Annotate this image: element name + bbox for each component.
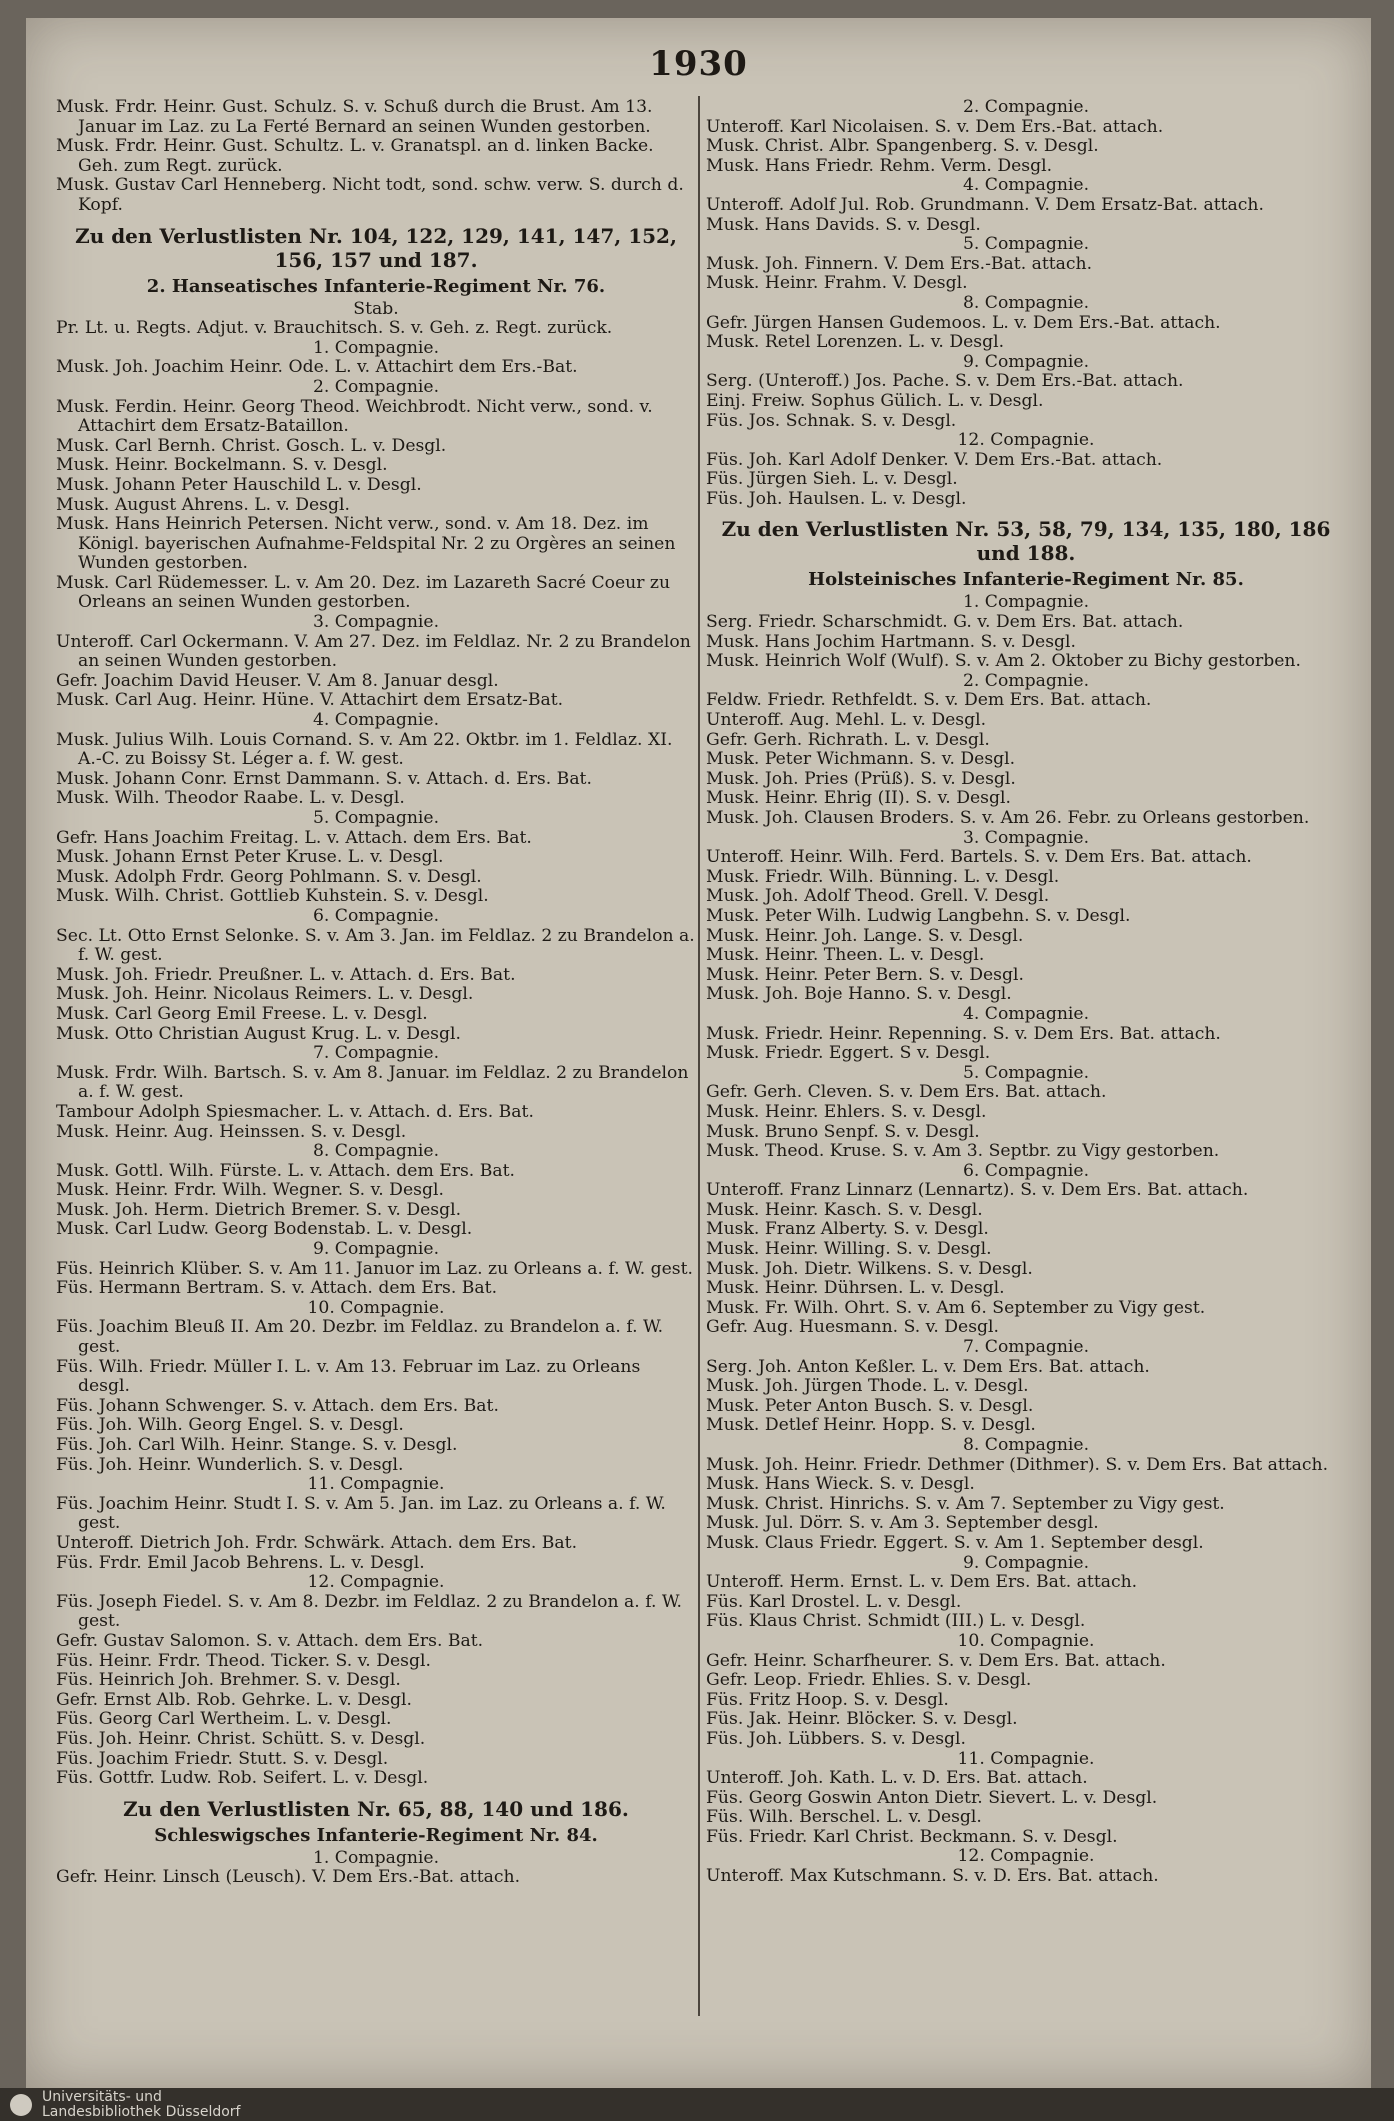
casualty-entry: Füs. Friedr. Karl Christ. Beckmann. S. v. Desgl. [706, 1826, 1118, 1847]
company-heading: 4. Compagnie. [312, 710, 440, 731]
casualty-entry: Musk. Carl Ludw. Georg Bodenstab. L. v. Desgl. [56, 1219, 473, 1240]
right-column [706, 98, 1346, 1887]
casualty-entry: Füs. Wilh. Friedr. Müller I. L. v. Am 13. Februar im Laz. zu Orleans desgl. [56, 1356, 641, 1397]
casualty-entry: Gefr. Joachim David Heuser. V. Am 8. Januar desgl. [56, 670, 499, 691]
casualty-entry: Unteroff. Adolf Jul. Rob. Grundmann. V. Dem Ersatz-Bat. attach. [706, 194, 1264, 215]
casualty-entry: Musk. Joh. Heinr. Nicolaus Reimers. L. v. Desgl. [56, 984, 474, 1005]
casualty-entry: Musk. Heinr. Kasch. S. v. Desgl. [706, 1199, 983, 1220]
casualty-entry: Musk. Friedr. Heinr. Repenning. S. v. Dem Ers. Bat. attach. [706, 1023, 1221, 1044]
casualty-entry: Füs. Hermann Bertram. S. v. Attach. dem Ers. Bat. [56, 1278, 498, 1299]
company-heading: 2. Compagnie. [962, 97, 1090, 117]
casualty-entry: Gefr. Hans Joachim Freitag. L. v. Attach. dem Ers. Bat. [56, 827, 532, 848]
casualty-entry: Musk. Joh. Friedr. Preußner. L. v. Attach. d. Ers. Bat. [56, 964, 516, 985]
company-heading: 12. Compagnie. [307, 1572, 445, 1593]
casualty-entry: Unteroff. Max Kutschmann. S. v. D. Ers. Bat. attach. [706, 1866, 1159, 1887]
casualty-entry: Füs. Heinrich Klüber. S. v. Am 11. Januor im Laz. zu Orleans a. f. W. gest. [56, 1258, 693, 1279]
casualty-entry: Musk. Heinr. Ehrig (II). S. v. Desgl. [706, 788, 1011, 809]
newspaper-page [26, 18, 1371, 2088]
company-heading: 12. Compagnie. [957, 1846, 1095, 1867]
casualty-entry: Einj. Freiw. Sophus Gülich. L. v. Desgl. [706, 390, 1044, 411]
casualty-entry: Gefr. Gustav Salomon. S. v. Attach. dem Ers. Bat. [56, 1630, 484, 1651]
casualty-entry: Gefr. Gerh. Cleven. S. v. Dem Ers. Bat. attach. [706, 1082, 1107, 1103]
casualty-entry: Musk. Hans Davids. S. v. Desgl. [706, 214, 981, 235]
casualty-entry: Sec. Lt. Otto Ernst Selonke. S. v. Am 3. Jan. im Feldlaz. 2 zu Brandelon a. f. W. gest. [56, 925, 695, 966]
casualty-entry: Musk. Heinr. Willing. S. v. Desgl. [706, 1239, 992, 1260]
company-heading: 9. Compagnie. [962, 1552, 1090, 1573]
company-heading: 10. Compagnie. [307, 1297, 445, 1318]
casualty-entry: Musk. Theod. Kruse. S. v. Am 3. Septbr. zu Vigy gestorben. [706, 1141, 1220, 1162]
casualty-entry: Musk. Frdr. Wilh. Bartsch. S. v. Am 8. Januar. im Feldlaz. 2 zu Brandelon a. f. W. gest. [56, 1062, 689, 1103]
company-heading: 5. Compagnie. [962, 1062, 1090, 1083]
casualty-entry: Füs. Joachim Heinr. Studt I. S. v. Am 5. Jan. im Laz. zu Orleans a. f. W. gest. [56, 1493, 666, 1534]
casualty-entry: Füs. Johann Schwenger. S. v. Attach. dem Ers. Bat. [56, 1395, 499, 1416]
company-heading: 8. Compagnie. [312, 1141, 440, 1162]
casualty-entry: Füs. Jak. Heinr. Blöcker. S. v. Desgl. [706, 1709, 1018, 1730]
library-logo-icon [10, 2094, 32, 2116]
casualty-entry: Musk. Friedr. Eggert. S v. Desgl. [706, 1043, 991, 1064]
casualty-entry: Musk. Heinr. Ehlers. S. v. Desgl. [706, 1101, 987, 1122]
casualty-entry: Gefr. Ernst Alb. Rob. Gehrke. L. v. Desgl. [56, 1689, 412, 1710]
company-heading: 4. Compagnie. [962, 175, 1090, 196]
casualty-entry: Füs. Joh. Heinr. Wunderlich. S. v. Desgl. [56, 1454, 404, 1475]
casualty-entry: Musk. Carl Aug. Heinr. Hüne. V. Attachirt dem Ersatz-Bat. [56, 690, 564, 711]
casualty-entry: Musk. Heinr. Dührsen. L. v. Desgl. [706, 1278, 1005, 1299]
company-heading: 3. Compagnie. [962, 827, 1090, 848]
casualty-entry: Musk. Carl Rüdemesser. L. v. Am 20. Dez. im Lazareth Sacré Coeur zu Orleans an seinen Wunden gestorben. [56, 572, 671, 613]
casualty-entry: Füs. Joachim Friedr. Stutt. S. v. Desgl. [56, 1748, 389, 1769]
casualty-entry: Musk. Joh. Herm. Dietrich Bremer. S. v. Desgl. [56, 1199, 462, 1220]
casualty-entry: Musk. Heinr. Peter Bern. S. v. Desgl. [706, 964, 1024, 985]
library-footer [0, 2088, 1394, 2121]
casualty-entry: Musk. Joh. Joachim Heinr. Ode. L. v. Attachirt dem Ers.-Bat. [56, 357, 578, 378]
casualty-entry: Füs. Joh. Lübbers. S. v. Desgl. [706, 1728, 967, 1749]
company-heading: 5. Compagnie. [962, 234, 1090, 255]
casualty-entry: Gefr. Aug. Huesmann. S. v. Desgl. [706, 1317, 1000, 1338]
casualty-entry: Musk. Heinr. Bockelmann. S. v. Desgl. [56, 455, 388, 476]
casualty-entry: Musk. Joh. Finnern. V. Dem Ers.-Bat. attach. [706, 253, 1093, 274]
company-heading: Stab. [353, 298, 399, 319]
casualty-entry: Musk. Joh. Adolf Theod. Grell. V. Desgl. [706, 886, 1050, 907]
column-divider [698, 96, 700, 2016]
casualty-entry: Pr. Lt. u. Regts. Adjut. v. Brauchitsch. S. v. Geh. z. Regt. zurück. [56, 318, 613, 339]
company-heading: 10. Compagnie. [957, 1630, 1095, 1651]
casualty-entry: Füs. Heinrich Joh. Brehmer. S. v. Desgl. [56, 1670, 401, 1691]
company-heading: 9. Compagnie. [962, 351, 1090, 372]
casualty-entry: Musk. Fr. Wilh. Ohrt. S. v. Am 6. September zu Vigy gest. [706, 1297, 1206, 1318]
casualty-entry: Musk. Gustav Carl Henneberg. Nicht todt, sond. schw. verw. S. durch d. Kopf. [56, 175, 684, 215]
casualty-entry: Musk. Johann Conr. Ernst Dammann. S. v. Attach. d. Ers. Bat. [56, 768, 592, 789]
casualty-entry: Musk. Retel Lorenzen. L. v. Desgl. [706, 332, 1005, 353]
casualty-entry: Musk. Joh. Clausen Broders. S. v. Am 26. Febr. zu Orleans gestorben. [706, 808, 1310, 828]
casualty-entry: Musk. Christ. Hinrichs. S. v. Am 7. September zu Vigy gest. [706, 1493, 1225, 1514]
casualty-entry: Füs. Karl Drostel. L. v. Desgl. [706, 1591, 962, 1612]
casualty-entry: Musk. Christ. Albr. Spangenberg. S. v. Desgl. [706, 136, 1099, 157]
casualty-entry: Musk. Frdr. Heinr. Gust. Schulz. S. v. Schuß durch die Brust. Am 13. Januar im Laz. zu La Ferté Bernard an seinen Wunden gestorben. [56, 97, 653, 137]
casualty-entry: Unteroff. Carl Ockermann. V. Am 27. Dez. im Feldlaz. Nr. 2 zu Brandelon an seinen Wunden gestorben. [56, 631, 691, 672]
casualty-entry: Musk. Adolph Frdr. Georg Pohlmann. S. v. Desgl. [56, 866, 482, 887]
casualty-entry: Serg. Joh. Anton Keßler. L. v. Dem Ers. Bat. attach. [706, 1356, 1150, 1377]
list-reference-heading: Zu den Verlustlisten Nr. 104, 122, 129, 141, 147, 152, 156, 157 und 187. [75, 223, 677, 272]
casualty-entry: Füs. Georg Goswin Anton Dietr. Sievert. L. v. Desgl. [706, 1787, 1158, 1808]
company-heading: 4. Compagnie. [962, 1003, 1090, 1024]
casualty-entry: Gefr. Leop. Friedr. Ehlies. S. v. Desgl. [706, 1670, 1032, 1691]
casualty-entry: Füs. Joh. Karl Adolf Denker. V. Dem Ers.-Bat. attach. [706, 449, 1163, 470]
casualty-entry: Musk. Heinrich Wolf (Wulf). S. v. Am 2. Oktober zu Bichy gestorben. [706, 651, 1301, 672]
company-heading: 2. Compagnie. [312, 376, 440, 397]
casualty-entry: Musk. Peter Anton Busch. S. v. Desgl. [706, 1395, 1034, 1416]
casualty-entry: Musk. Wilh. Theodor Raabe. L. v. Desgl. [56, 788, 405, 809]
left-column [56, 98, 696, 1888]
casualty-entry: Musk. Joh. Boje Hanno. S. v. Desgl. [706, 984, 1012, 1005]
casualty-entry: Füs. Joseph Fiedel. S. v. Am 8. Dezbr. im Feldlaz. 2 zu Brandelon a. f. W. gest. [56, 1591, 682, 1632]
casualty-entry: Musk. Otto Christian August Krug. L. v. Desgl. [56, 1023, 461, 1044]
company-heading: 8. Compagnie. [962, 1435, 1090, 1455]
casualty-entry: Füs. Joh. Wilh. Georg Engel. S. v. Desgl. [56, 1415, 404, 1436]
casualty-entry: Musk. Joh. Heinr. Friedr. Dethmer (Dithmer). S. v. Dem Ers. Bat attach. [706, 1454, 1329, 1475]
casualty-entry: Musk. Ferdin. Heinr. Georg Theod. Weichbrodt. Nicht verw., sond. v. Attachirt dem Ersatz-Bataillon. [56, 396, 653, 437]
casualty-entry: Füs. Klaus Christ. Schmidt (III.) L. v. Desgl. [706, 1611, 1086, 1632]
casualty-entry: Musk. Jul. Dörr. S. v. Am 3. September desgl. [706, 1513, 1099, 1534]
casualty-entry: Musk. Hans Heinrich Petersen. Nicht verw., sond. v. Am 18. Dez. im Königl. bayerischen Aufnahme-Feldspital Nr. 2 zu Orgères an seinen Wunden gestorben. [56, 514, 676, 574]
casualty-entry: Gefr. Heinr. Linsch (Leusch). V. Dem Ers.-Bat. attach. [56, 1867, 521, 1888]
casualty-entry: Musk. Franz Alberty. S. v. Desgl. [706, 1219, 989, 1240]
regiment-heading: Holsteinisches Infanterie-Regiment Nr. 85. [808, 569, 1244, 591]
casualty-entry: Musk. Heinr. Aug. Heinssen. S. v. Desgl. [56, 1121, 407, 1142]
casualty-entry: Musk. Carl Georg Emil Freese. L. v. Desgl. [56, 1003, 428, 1024]
casualty-entry: Musk. Detlef Heinr. Hopp. S. v. Desgl. [706, 1415, 1036, 1436]
company-heading: 6. Compagnie. [312, 905, 440, 926]
company-heading: 11. Compagnie. [957, 1748, 1095, 1769]
casualty-entry: Musk. Joh. Dietr. Wilkens. S. v. Desgl. [706, 1258, 1033, 1279]
casualty-entry: Füs. Jos. Schnak. S. v. Desgl. [706, 410, 957, 431]
casualty-entry: Musk. Heinr. Theen. L. v. Desgl. [706, 945, 985, 966]
casualty-entry: Musk. Peter Wichmann. S. v. Desgl. [706, 749, 1016, 770]
casualty-entry: Füs. Gottfr. Ludw. Rob. Seifert. L. v. Desgl. [56, 1768, 429, 1789]
footer-line-2: Landesbibliothek Düsseldorf [42, 2104, 241, 2120]
company-heading: 9. Compagnie. [312, 1239, 440, 1260]
regiment-heading: 2. Hanseatisches Infanterie-Regiment Nr. 76. [146, 275, 606, 297]
casualty-entry: Musk. Heinr. Frdr. Wilh. Wegner. S. v. Desgl. [56, 1180, 444, 1201]
company-heading: 8. Compagnie. [962, 292, 1090, 313]
page-number: 1930 [649, 44, 748, 84]
casualty-entry: Musk. Frdr. Heinr. Gust. Schultz. L. v. Granatspl. an d. linken Backe. Geh. zum Regt. zurück. [56, 136, 654, 176]
casualty-entry: Unteroff. Joh. Kath. L. v. D. Ers. Bat. attach. [706, 1768, 1088, 1789]
casualty-entry: Musk. Julius Wilh. Louis Cornand. S. v. Am 22. Oktbr. im 1. Feldlaz. XI. A.-C. zu Boissy St. Léger a. f. W. gest. [56, 729, 673, 770]
casualty-entry: Füs. Joachim Bleuß II. Am 20. Dezbr. im Feldlaz. zu Brandelon a. f. W. gest. [56, 1317, 664, 1358]
casualty-entry: Musk. Hans Jochim Hartmann. S. v. Desgl. [706, 631, 1076, 652]
company-heading: 1. Compagnie. [962, 592, 1090, 613]
casualty-entry: Musk. Bruno Senpf. S. v. Desgl. [706, 1121, 980, 1142]
casualty-entry: Unteroff. Dietrich Joh. Frdr. Schwärk. Attach. dem Ers. Bat. [56, 1532, 578, 1553]
casualty-entry: Unteroff. Aug. Mehl. L. v. Desgl. [706, 710, 987, 731]
casualty-entry: Füs. Joh. Carl Wilh. Heinr. Stange. S. v. Desgl. [56, 1435, 458, 1455]
casualty-entry: Unteroff. Franz Linnarz (Lennartz). S. v. Dem Ers. Bat. attach. [706, 1180, 1249, 1201]
casualty-entry: Musk. Hans Friedr. Rehm. Verm. Desgl. [706, 155, 1053, 176]
casualty-entry: Füs. Joh. Haulsen. L. v. Desgl. [706, 488, 967, 509]
casualty-entry: Musk. Heinr. Joh. Lange. S. v. Desgl. [706, 925, 1024, 946]
casualty-entry: Gefr. Heinr. Scharfheurer. S. v. Dem Ers. Bat. attach. [706, 1650, 1166, 1671]
casualty-entry: Musk. Joh. Jürgen Thode. L. v. Desgl. [706, 1376, 1029, 1397]
casualty-entry: Serg. Friedr. Scharschmidt. G. v. Dem Ers. Bat. attach. [706, 612, 1184, 633]
casualty-entry: Unteroff. Heinr. Wilh. Ferd. Bartels. S. v. Dem Ers. Bat. attach. [706, 847, 1252, 868]
company-heading: 6. Compagnie. [962, 1160, 1090, 1181]
regiment-heading: Schleswigsches Infanterie-Regiment Nr. 84. [154, 1824, 598, 1846]
list-reference-heading: Zu den Verlustlisten Nr. 65, 88, 140 und 186. [123, 1796, 629, 1821]
company-heading: 12. Compagnie. [957, 430, 1095, 451]
casualty-entry: Tambour Adolph Spiesmacher. L. v. Attach. d. Ers. Bat. [56, 1101, 534, 1122]
casualty-entry: Füs. Georg Carl Wertheim. L. v. Desgl. [56, 1709, 392, 1730]
casualty-entry: Gefr. Gerh. Richrath. L. v. Desgl. [706, 729, 990, 750]
list-reference-heading: Zu den Verlustlisten Nr. 53, 58, 79, 134, 135, 180, 186 und 188. [721, 517, 1331, 566]
casualty-entry: Füs. Joh. Heinr. Christ. Schütt. S. v. Desgl. [56, 1728, 426, 1749]
casualty-entry: Musk. Heinr. Frahm. V. Desgl. [706, 273, 968, 294]
casualty-entry: Füs. Frdr. Emil Jacob Behrens. L. v. Desgl. [56, 1552, 425, 1573]
casualty-entry: Füs. Heinr. Frdr. Theod. Ticker. S. v. Desgl. [56, 1650, 431, 1671]
company-heading: 7. Compagnie. [962, 1337, 1090, 1358]
casualty-entry: Musk. Claus Friedr. Eggert. S. v. Am 1. September desgl. [706, 1532, 1204, 1553]
casualty-entry: Musk. Friedr. Wilh. Bünning. L. v. Desgl. [706, 866, 1060, 887]
company-heading: 11. Compagnie. [307, 1474, 445, 1495]
footer-line-1: Universitäts- und [42, 2089, 162, 2105]
company-heading: 7. Compagnie. [312, 1043, 440, 1064]
casualty-entry: Musk. Joh. Pries (Prüß). S. v. Desgl. [706, 768, 1016, 789]
casualty-entry: Musk. Hans Wieck. S. v. Desgl. [706, 1474, 975, 1495]
casualty-entry: Feldw. Friedr. Rethfeldt. S. v. Dem Ers. Bat. attach. [706, 690, 1152, 711]
casualty-entry: Gefr. Jürgen Hansen Gudemoos. L. v. Dem Ers.-Bat. attach. [706, 312, 1221, 333]
company-heading: 3. Compagnie. [312, 612, 440, 633]
company-heading: 1. Compagnie. [312, 337, 440, 358]
company-heading: 2. Compagnie. [962, 670, 1090, 691]
casualty-entry: Musk. Peter Wilh. Ludwig Langbehn. S. v. Desgl. [706, 905, 1131, 926]
casualty-entry: Füs. Wilh. Berschel. L. v. Desgl. [706, 1807, 982, 1828]
casualty-entry: Musk. Gottl. Wilh. Fürste. L. v. Attach. dem Ers. Bat. [56, 1160, 515, 1181]
company-heading: 5. Compagnie. [312, 808, 440, 828]
casualty-entry: Musk. August Ahrens. L. v. Desgl. [56, 494, 350, 515]
casualty-entry: Füs. Fritz Hoop. S. v. Desgl. [706, 1689, 949, 1710]
casualty-entry: Musk. Johann Peter Hauschild L. v. Desgl. [56, 474, 422, 495]
casualty-entry: Musk. Carl Bernh. Christ. Gosch. L. v. Desgl. [56, 435, 447, 456]
company-heading: 1. Compagnie. [312, 1847, 440, 1868]
casualty-entry: Unteroff. Karl Nicolaisen. S. v. Dem Ers.-Bat. attach. [706, 116, 1164, 137]
casualty-entry: Musk. Johann Ernst Peter Kruse. L. v. Desgl. [56, 847, 444, 868]
casualty-entry: Musk. Wilh. Christ. Gottlieb Kuhstein. S. v. Desgl. [56, 886, 489, 907]
casualty-entry: Füs. Jürgen Sieh. L. v. Desgl. [706, 469, 958, 490]
casualty-entry: Unteroff. Herm. Ernst. L. v. Dem Ers. Bat. attach. [706, 1572, 1138, 1593]
casualty-entry: Serg. (Unteroff.) Jos. Pache. S. v. Dem Ers.-Bat. attach. [706, 371, 1184, 392]
